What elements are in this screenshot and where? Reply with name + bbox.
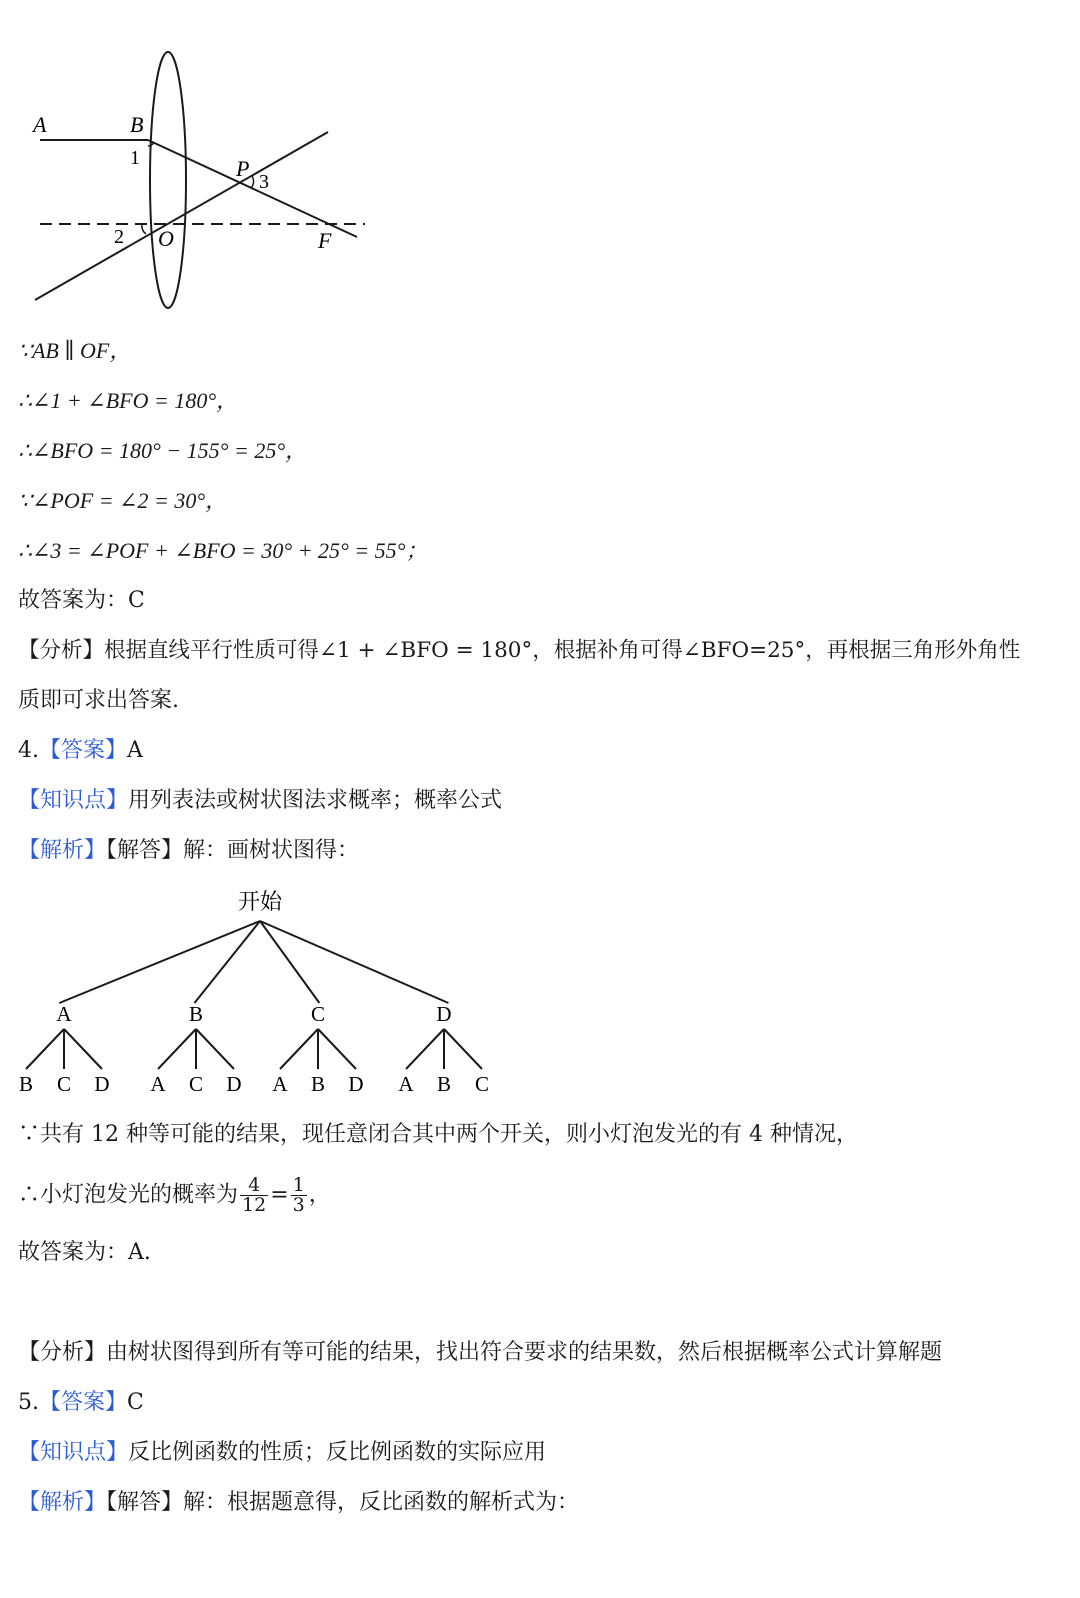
angle-3-arc [251,176,254,188]
q4-jiexi-row: 【解析】【解答】解：画树状图得： [18,838,360,863]
q4-line-1: ∵共有 12 种等可能的结果，现任意闭合其中两个开关，则小灯泡发光的有 4 种情况， [18,1122,858,1147]
q4-answer-row: 4.【答案】A [18,738,143,763]
label-1: 1 [130,147,140,169]
fraction-1-3: $\frac{1}{3}$ [292,1174,305,1216]
tree-branch [64,1029,102,1069]
tree-node-level2: A [150,1072,166,1096]
label-a: A [33,112,47,137]
line-op [35,132,328,300]
tree-node-level2: B [310,1072,326,1096]
tree-branch [59,921,260,1003]
jiexi-tag: 【解析】 [18,838,107,863]
proof-line-5: ∴∠3 = ∠POF + ∠BFO = 30° + 25° = 55°； [18,538,428,563]
q4-analysis: 【分析】由树状图得到所有等可能的结果，找出符合要求的结果数，然后根据概率公式计算解题 [18,1340,943,1365]
label-b: B [130,112,144,137]
label-o: O [158,226,174,251]
tree-node-level2: D [348,1072,364,1096]
tree-node-level1: B [188,1002,204,1026]
tree-node-level2: A [272,1072,288,1096]
label-3: 3 [259,171,269,193]
tree-branch [318,1029,356,1069]
tree-root: 开始 [237,889,283,914]
proof-line-1: ∵AB ∥ OF， [18,338,132,363]
tree-branch [444,1029,482,1069]
jiexi-tag: 【解析】 [18,1490,107,1515]
proof-line-4: ∵∠POF = ∠2 = 30°， [18,488,228,513]
tree-node-level2: B [436,1072,452,1096]
analysis-3: 【分析】根据直线平行性质可得∠1 + ∠BFO = 180°，根据补角可得∠BFO=25°，再根据三角形外角性 [18,638,1021,663]
tree-node-level2: D [226,1072,242,1096]
proof-line-3: ∴∠BFO = 180° − 155° = 25°， [18,438,308,463]
tree-node-level2: A [398,1072,414,1096]
tree-node-level1: D [436,1002,452,1026]
answer-tag: 【答案】 [39,738,128,763]
tree-node-level1: C [310,1002,326,1026]
q5-jiexi-row: 【解析】【解答】解：根据题意得，反比函数的解析式为： [18,1490,580,1515]
knowledge-tag: 【知识点】 [18,1440,129,1465]
tree-node-level1: A [56,1002,72,1026]
q5-answer-row: 5.【答案】C [18,1390,144,1415]
q4-answer-line: 故答案为：A. [18,1240,151,1265]
tree-diagram [0,875,520,1105]
lens-ellipse [150,52,186,308]
tree-node-level2: D [94,1072,110,1096]
answer-tag: 【答案】 [39,1390,128,1415]
tree-branch [26,1029,64,1069]
label-2: 2 [114,226,124,248]
proof-line-2: ∴∠1 + ∠BFO = 180°， [18,388,239,413]
fraction-4-12: $\frac{4}{12}$ [242,1174,267,1216]
tree-branch [280,1029,318,1069]
tree-node-level2: C [56,1072,72,1096]
q4-line-2: ∴小灯泡发光的概率为 $\frac{4}{12}$ = $\frac{1}{3}$ ， [18,1174,331,1216]
tree-node-level2: C [188,1072,204,1096]
analysis-3-cont: 质即可求出答案. [18,688,179,713]
label-p: P [236,156,250,181]
tree-branch [260,921,448,1003]
line-bf [148,140,357,237]
tree-branch [406,1029,444,1069]
tree-node-level2: C [474,1072,490,1096]
q5-knowledge-row: 【知识点】反比例函数的性质；反比例函数的实际应用 [18,1440,547,1465]
tree-node-level2: B [18,1072,34,1096]
tree-branch [194,921,260,1003]
knowledge-tag: 【知识点】 [18,788,129,813]
lens-figure [0,40,400,320]
label-f: F [318,228,332,253]
answer-line-3: 故答案为：C [18,588,145,613]
tree-branch [196,1029,234,1069]
tree-branch [158,1029,196,1069]
angle-2-arc [142,224,146,234]
q4-knowledge-row: 【知识点】用列表法或树状图法求概率；概率公式 [18,788,503,813]
